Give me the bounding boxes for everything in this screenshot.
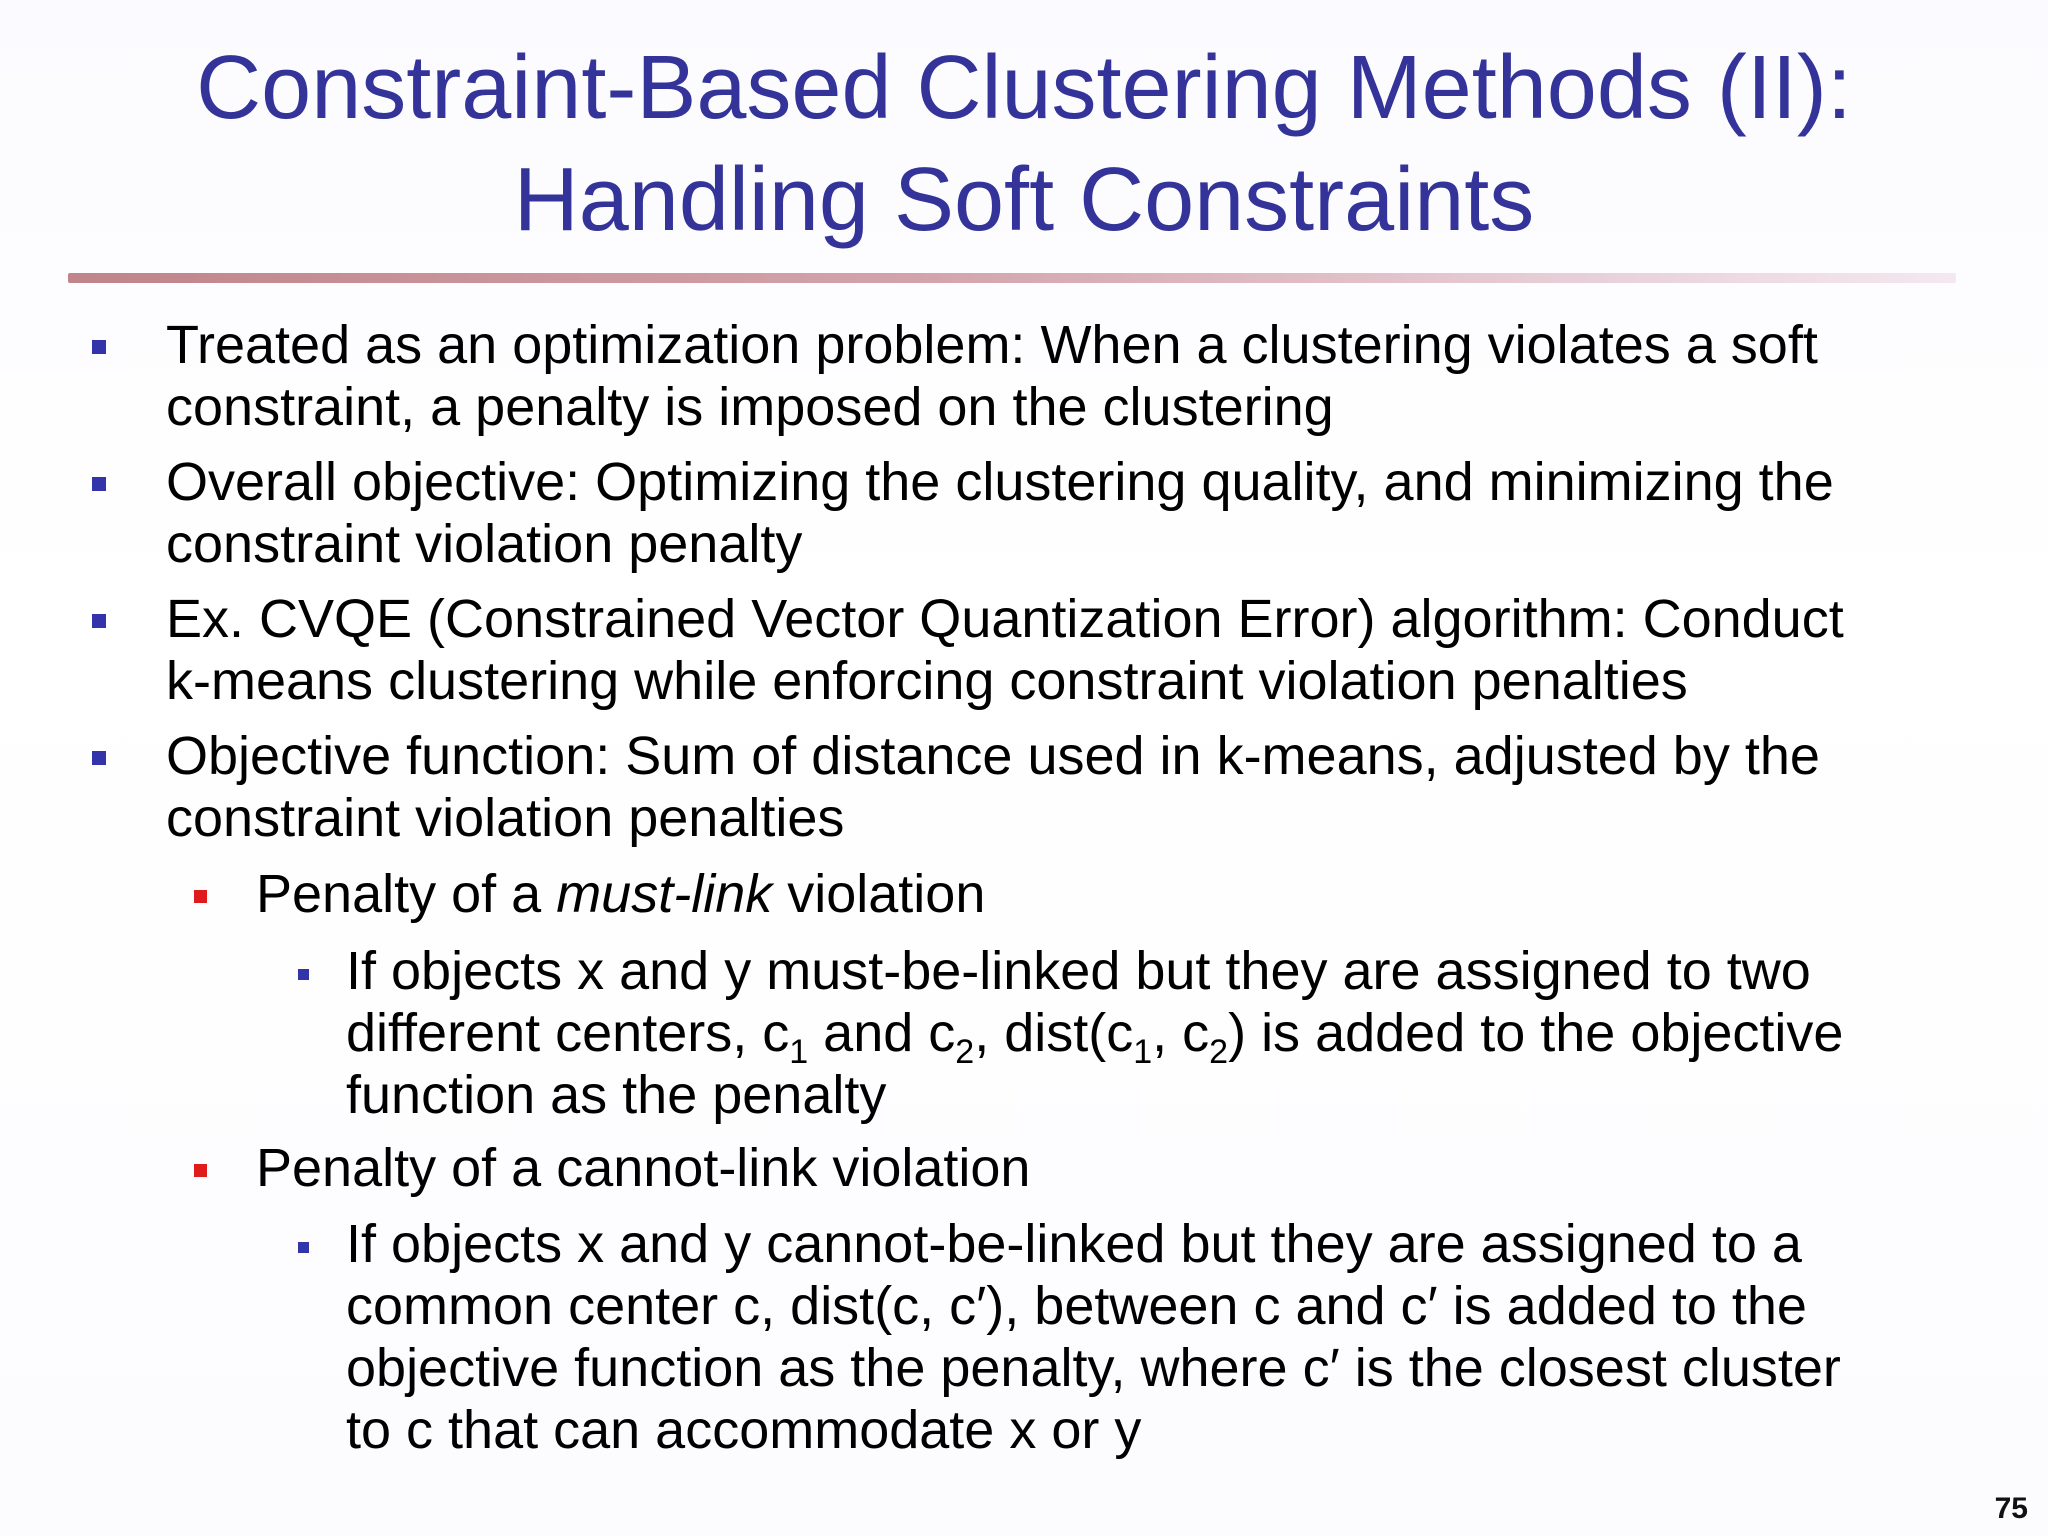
- bullet-text-3: [166, 588, 1844, 712]
- square-bullet-icon: [194, 1164, 207, 1177]
- square-bullet-icon: [298, 1242, 309, 1253]
- detail-sub-1: 1: [789, 1033, 809, 1071]
- bullet-4-line-1: Objective function: Sum of distance used in k-means, adjusted by the: [166, 726, 1820, 786]
- bullet-3-line-2: k-means clustering while enforcing constraint violation penalties: [166, 651, 1688, 711]
- cannot-link-detail: [346, 1213, 1841, 1461]
- bullet-3-line-1: Ex. CVQE (Constrained Vector Quantization Error) algorithm: Conduct: [166, 589, 1844, 649]
- title-line-2: Handling Soft Constraints: [513, 150, 1535, 250]
- title-divider: [68, 273, 1956, 283]
- must-link-italic: must-link: [556, 864, 773, 924]
- detail-part-e: ) is added to the objective: [1228, 1003, 1844, 1063]
- cannot-link-detail-line-4: to c that can accommodate x or y: [346, 1400, 1142, 1460]
- detail-part-a: different centers, c: [346, 1003, 790, 1063]
- bullet-2-line-2: constraint violation penalty: [166, 514, 803, 574]
- must-link-heading: [256, 863, 985, 925]
- square-bullet-icon: [92, 340, 106, 354]
- cannot-link-detail-line-2: common center c, dist(c, c′), between c and c′ is added to the: [346, 1276, 1807, 1336]
- detail-part-d: , c: [1152, 1003, 1210, 1063]
- page-number: 75: [1994, 1492, 2028, 1525]
- detail-sub-4: 2: [1209, 1033, 1229, 1071]
- bullet-2-line-1: Overall objective: Optimizing the clustering quality, and minimizing the: [166, 452, 1834, 512]
- bullet-text-1: [166, 314, 1818, 438]
- cannot-link-detail-line-3: objective function as the penalty, where c′ is the closest cluster: [346, 1338, 1841, 1398]
- must-link-detail: [346, 940, 1843, 1126]
- square-bullet-icon: [92, 614, 106, 628]
- square-bullet-icon: [92, 751, 106, 765]
- cannot-link-heading: Penalty of a cannot-link violation: [256, 1138, 1031, 1198]
- bullet-1-line-2: constraint, a penalty is imposed on the clustering: [166, 377, 1334, 437]
- detail-sub-2: 2: [955, 1033, 975, 1071]
- square-bullet-icon: [92, 477, 106, 491]
- detail-part-b: and c: [808, 1003, 956, 1063]
- slide-title: [0, 32, 2048, 256]
- bullet-text-4: [166, 725, 1820, 849]
- detail-part-c: , dist(c: [974, 1003, 1134, 1063]
- square-bullet-icon: [194, 890, 207, 903]
- must-link-suffix: violation: [772, 864, 986, 924]
- bullet-text-2: [166, 451, 1834, 575]
- must-link-detail-line-1: If objects x and y must-be-linked but they are assigned to two: [346, 941, 1811, 1001]
- bullet-1-line-1: Treated as an optimization problem: When a clustering violates a soft: [166, 315, 1818, 375]
- title-line-1: Constraint-Based Clustering Methods (II):: [196, 38, 1852, 138]
- must-link-detail-line-3: function as the penalty: [346, 1065, 887, 1125]
- must-link-prefix: Penalty of a: [256, 864, 557, 924]
- bullet-4-line-2: constraint violation penalties: [166, 788, 845, 848]
- cannot-link-detail-line-1: If objects x and y cannot-be-linked but they are assigned to a: [346, 1214, 1802, 1274]
- detail-sub-3: 1: [1133, 1033, 1153, 1071]
- square-bullet-icon: [298, 969, 309, 980]
- must-link-detail-line-2: [346, 1002, 1844, 1071]
